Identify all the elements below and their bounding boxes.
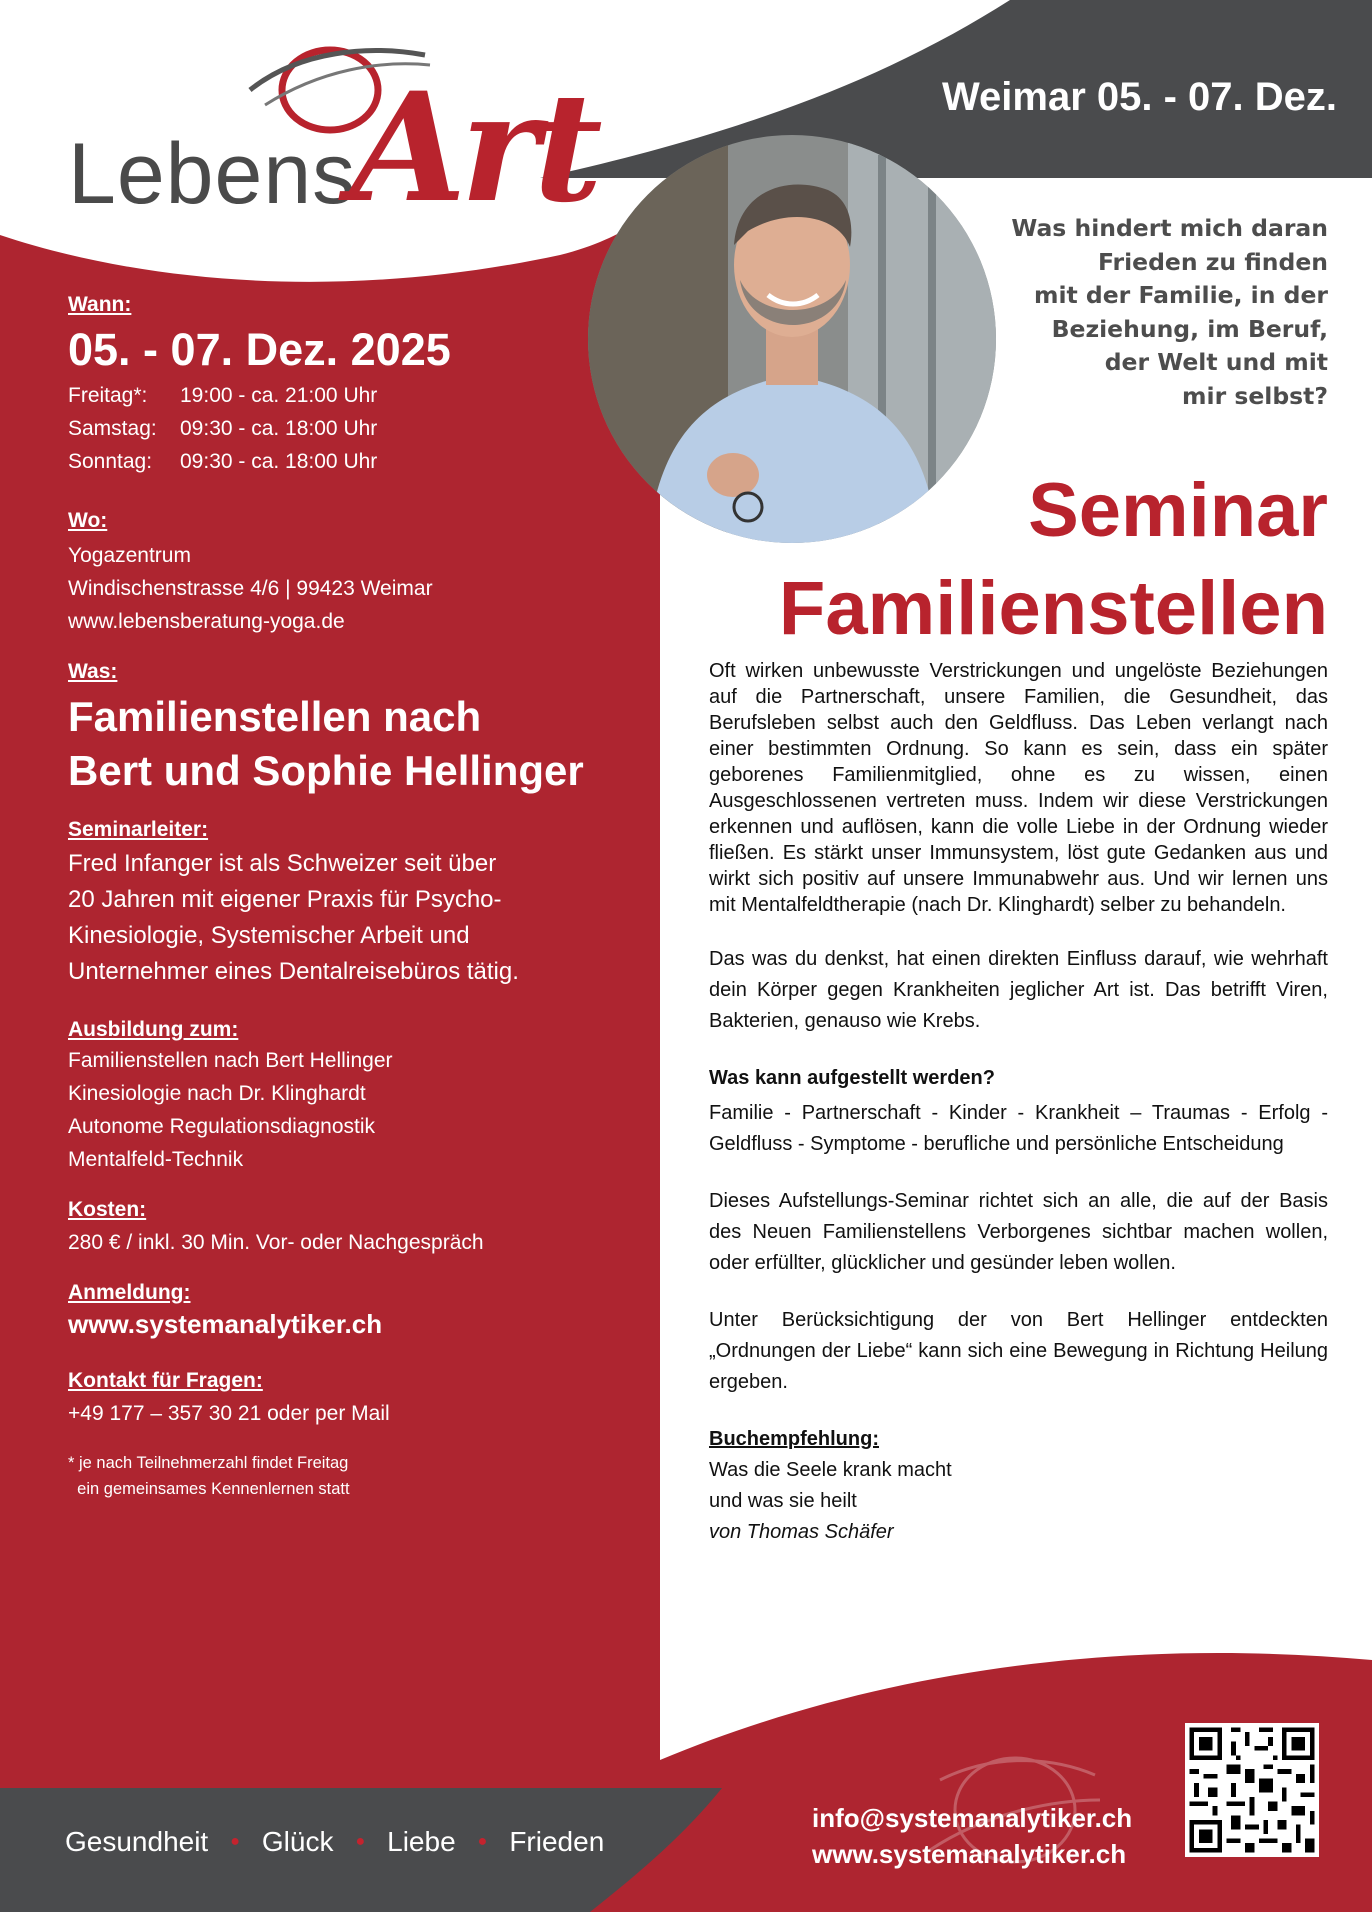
- what-title-line: Familienstellen nach: [68, 693, 482, 740]
- what-title-line: Bert und Sophie Hellinger: [68, 747, 584, 794]
- intro-paragraph: Oft wirken unbewusste Verstrickungen und ungelöste Beziehungen auf die Partnerschaft, unsere Familien, die Gesundheit, das Berufsleben selbst auch den Geldfluss. Das Leben verlangt nach einer bestimmten Ordnung. So kann es sein, dass ein später geborenes Familienmitglied, ohne es zu wissen, einen Ausgeschlossenen vertreten muss. Indem wir diese Verstrickungen erkennen und auflösen, kann die volle Liebe in der Ordnung wieder fließen. Es stärkt unser Immunsystem, löst gute Gedanken aus und wirkt sich positiv auf unsere Immunabwehr aus. Und wir lernen uns mit Mentalfeldtherapie (nach Dr. Klinghardt) selber zu behandeln.: [709, 660, 1328, 916]
- schedule-time: 19:00 - ca. 21:00 Uhr: [180, 384, 378, 407]
- cost-label: Kosten:: [68, 1198, 147, 1221]
- book-label: Buchempfehlung:: [709, 1428, 879, 1450]
- hellinger-paragraph: Unter Berücksichtigung der von Bert Hellinger entdeckten „Ordnungen der Liebe“ kann sich eine Bewegung in Richtung Heilung ergeben.: [709, 1309, 1328, 1393]
- constellation-subheading: Was kann aufgestellt werden?: [709, 1067, 995, 1089]
- footer-contact: [812, 1800, 1132, 1872]
- question-line: Frieden zu finden: [1097, 247, 1328, 276]
- event-date: 05. - 07. Dez. 2025: [68, 324, 451, 375]
- what-label: Was:: [68, 660, 118, 683]
- footnote-line: ein gemeinsames Kennenlernen statt: [68, 1480, 350, 1498]
- where-label: Wo:: [68, 509, 108, 532]
- schedule-day: Freitag*:: [68, 384, 148, 407]
- question-line: mit der Familie, in der: [1033, 281, 1328, 309]
- qr-code[interactable]: [1185, 1723, 1319, 1857]
- where-line: Yogazentrum: [68, 544, 191, 567]
- question-line: mir selbst?: [1182, 381, 1328, 410]
- lebensart-logo: [60, 30, 600, 260]
- footer-word: Liebe: [387, 1826, 456, 1857]
- footer-values: [55, 1826, 614, 1858]
- bullet-dot-icon: ●: [355, 1833, 366, 1850]
- footnote-line: * je nach Teilnehmerzahl findet Freitag: [68, 1454, 349, 1472]
- training-line: Autonome Regulationsdiagnostik: [68, 1115, 376, 1138]
- bullet-dot-icon: ●: [230, 1833, 240, 1850]
- info-column: [68, 293, 668, 1502]
- title-line-2: Familienstellen: [778, 566, 1328, 651]
- footer-website-link[interactable]: www.systemanalytiker.ch: [812, 1839, 1127, 1869]
- question-line: Was hindert mich daran: [1011, 214, 1328, 242]
- training-label: Ausbildung zum:: [68, 1018, 239, 1041]
- where-line: Windischenstrasse 4/6 | 99423 Weimar: [68, 577, 433, 600]
- contact-value: +49 177 – 357 30 21 oder per Mail: [68, 1402, 390, 1425]
- schedule-time: 09:30 - ca. 18:00 Uhr: [180, 450, 378, 473]
- leader-line: Unternehmer eines Dentalreisebüros tätig.: [68, 958, 519, 985]
- leader-line: Fred Infanger ist als Schweizer seit über: [68, 850, 497, 877]
- schedule-day: Samstag:: [68, 417, 157, 440]
- footer-email-link[interactable]: info@systemanalytiker.ch: [812, 1803, 1133, 1833]
- headline-question: [948, 212, 1328, 413]
- seminar-title: [779, 462, 1328, 658]
- contact-label: Kontakt für Fragen:: [68, 1369, 263, 1392]
- footer-word: Frieden: [509, 1826, 605, 1857]
- header-date: Weimar 05. - 07. Dez.: [942, 75, 1337, 119]
- footer-word: Gesundheit: [65, 1826, 209, 1857]
- training-line: Familienstellen nach Bert Hellinger: [68, 1049, 393, 1072]
- schedule-day: Sonntag:: [68, 450, 153, 473]
- logo-text-art: Art: [350, 60, 597, 236]
- question-line: der Welt und mit: [1104, 348, 1328, 376]
- register-label: Anmeldung:: [68, 1281, 191, 1304]
- where-link[interactable]: www.lebensberatung-yoga.de: [68, 610, 345, 633]
- constellation-topics: Familie - Partnerschaft - Kinder - Krankheit – Traumas - Erfolg - Geldfluss - Symptome - berufliche und persönliche Entscheidung: [709, 1102, 1328, 1155]
- book-author: von Thomas Schäfer: [709, 1521, 894, 1543]
- register-link[interactable]: www.systemanalytiker.ch: [68, 1309, 383, 1339]
- leader-line: Kinesiologie, Systemischer Arbeit und: [68, 922, 470, 949]
- book-title-line: und was sie heilt: [709, 1490, 857, 1512]
- training-line: Mentalfeld-Technik: [68, 1148, 244, 1171]
- training-line: Kinesiologie nach Dr. Klinghardt: [68, 1082, 366, 1105]
- footer-word: Glück: [261, 1826, 334, 1857]
- schedule-time: 09:30 - ca. 18:00 Uhr: [180, 417, 378, 440]
- schedule: [68, 379, 668, 478]
- logo-text-lebens: Lebens: [68, 126, 357, 222]
- cost-value: 280 € / inkl. 30 Min. Vor- oder Nachgespräch: [68, 1231, 484, 1254]
- question-line: Beziehung, im Beruf,: [1051, 314, 1328, 343]
- thinking-paragraph: Das was du denkst, hat einen direkten Einfluss darauf, wie wehrhaft dein Körper gegen Krankheiten jeglicher Art ist. Das betrifft Viren, Bakterien, genauso wie Krebs.: [709, 948, 1328, 1032]
- title-line-1: Seminar: [1028, 468, 1328, 553]
- bullet-dot-icon: ●: [477, 1833, 488, 1850]
- leader-line: 20 Jahren mit eigener Praxis für Psycho-: [68, 886, 502, 913]
- book-title-line: Was die Seele krank macht: [709, 1459, 952, 1481]
- leader-label: Seminarleiter:: [68, 818, 209, 841]
- audience-paragraph: Dieses Aufstellungs-Seminar richtet sich an alle, die auf der Basis des Neuen Familienstellens Verborgenes sichtbar machen wollen, oder erfüllter, glücklicher und gesünder leben wollen.: [709, 1190, 1328, 1274]
- description-column: [709, 658, 1328, 1548]
- when-label: Wann:: [68, 293, 132, 316]
